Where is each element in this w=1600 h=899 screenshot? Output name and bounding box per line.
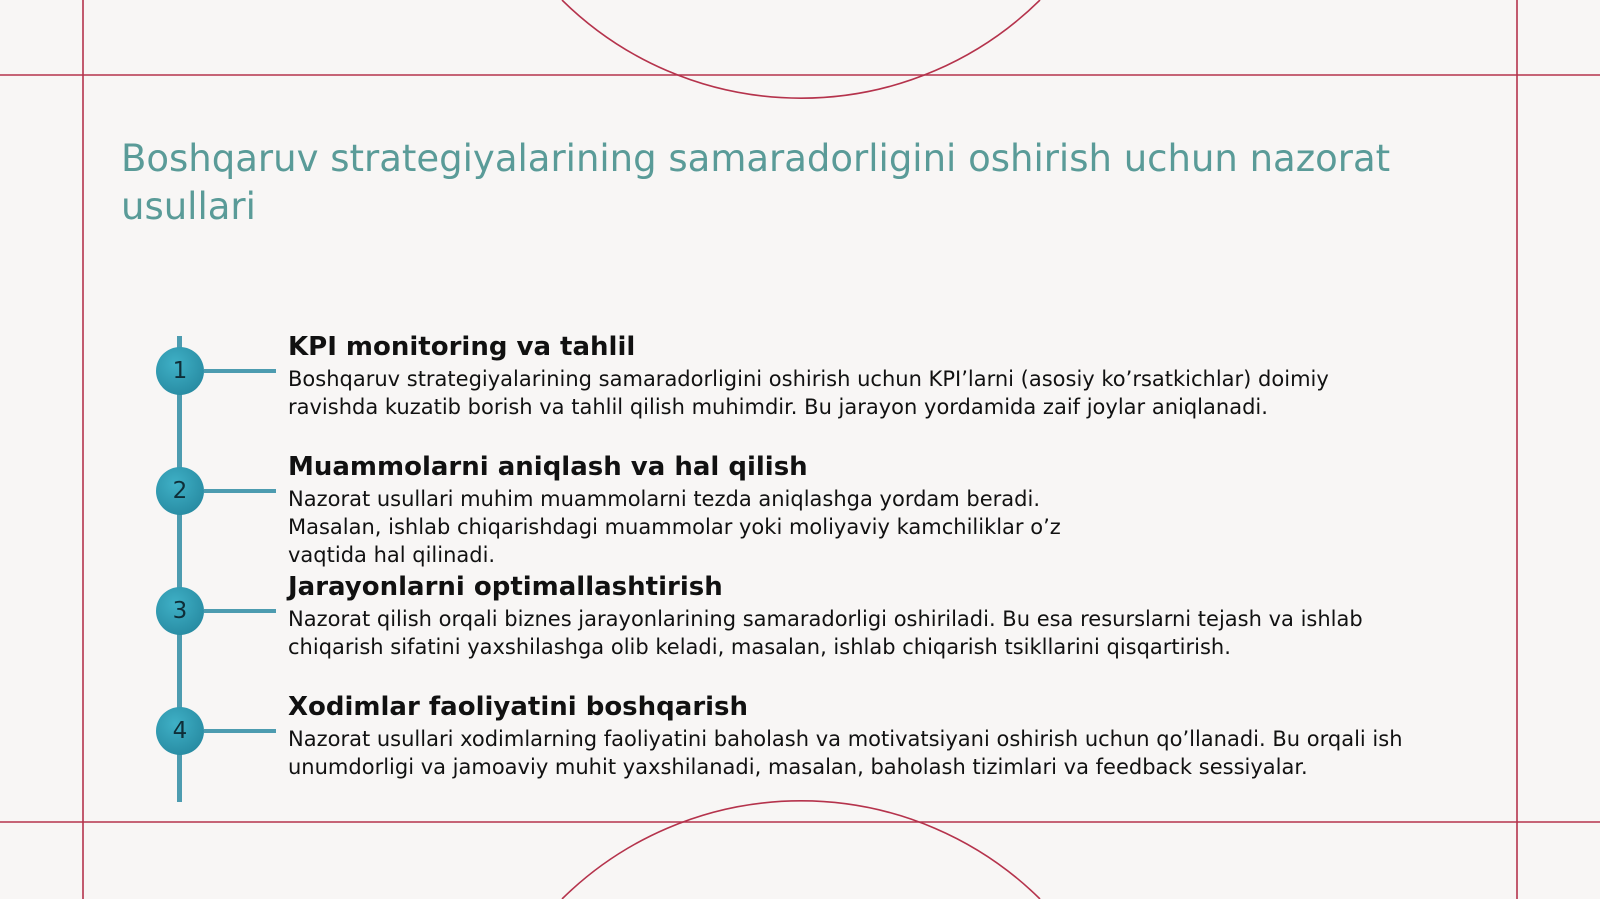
step-description: Nazorat qilish orqali biznes jarayonlarining samaradorligi oshiriladi. Bu esa resurslarni tejash va ishlab chiqarish sifatini yaxshilashga olib keladi, masalan, ishlab chiqarish tsikllarini qisqartirish. <box>288 607 1363 659</box>
step-description: Boshqaruv strategiyalarining samaradorligini oshirish uchun KPI’larni (asosiy ko’rsatkichlar) doimiy ravishda kuzatib borish va tahlil qilish muhimdir. Bu jarayon yordamida zaif joylar aniqlanadi. <box>288 367 1329 419</box>
slide-title: Boshqaruv strategiyalarining samaradorligini oshirish uchun nazorat usullari <box>121 137 1391 228</box>
step-number-badge: 3 <box>156 587 204 635</box>
step-description: Nazorat usullari muhim muammolarni tezda aniqlashga yordam beradi. Masalan, ishlab chiqarishdagi muammolar yoki moliyaviy kamchiliklar o’z vaqtida hal qilinadi. <box>288 487 1061 567</box>
step-number-badge: 2 <box>156 467 204 515</box>
step-number-badge: 4 <box>156 707 204 755</box>
step-heading: Muammolarni aniqlash va hal qilish <box>288 452 808 482</box>
step-connector <box>204 489 276 493</box>
step-heading: KPI monitoring va tahlil <box>288 332 636 362</box>
step-connector <box>204 369 276 373</box>
step-connector <box>204 729 276 733</box>
step-heading: Jarayonlarni optimallashtirish <box>288 572 723 602</box>
step-heading: Xodimlar faoliyatini boshqarish <box>288 692 749 722</box>
step-number-badge: 1 <box>156 347 204 395</box>
step-description: Nazorat usullari xodimlarning faoliyatini baholash va motivatsiyani oshirish uchun qo’llanadi. Bu orqali ish unumdorligi va jamoaviy muhit yaxshilanadi, masalan, baholash tizimlari va feedback sessiyalar. <box>288 727 1403 779</box>
step-connector <box>204 609 276 613</box>
